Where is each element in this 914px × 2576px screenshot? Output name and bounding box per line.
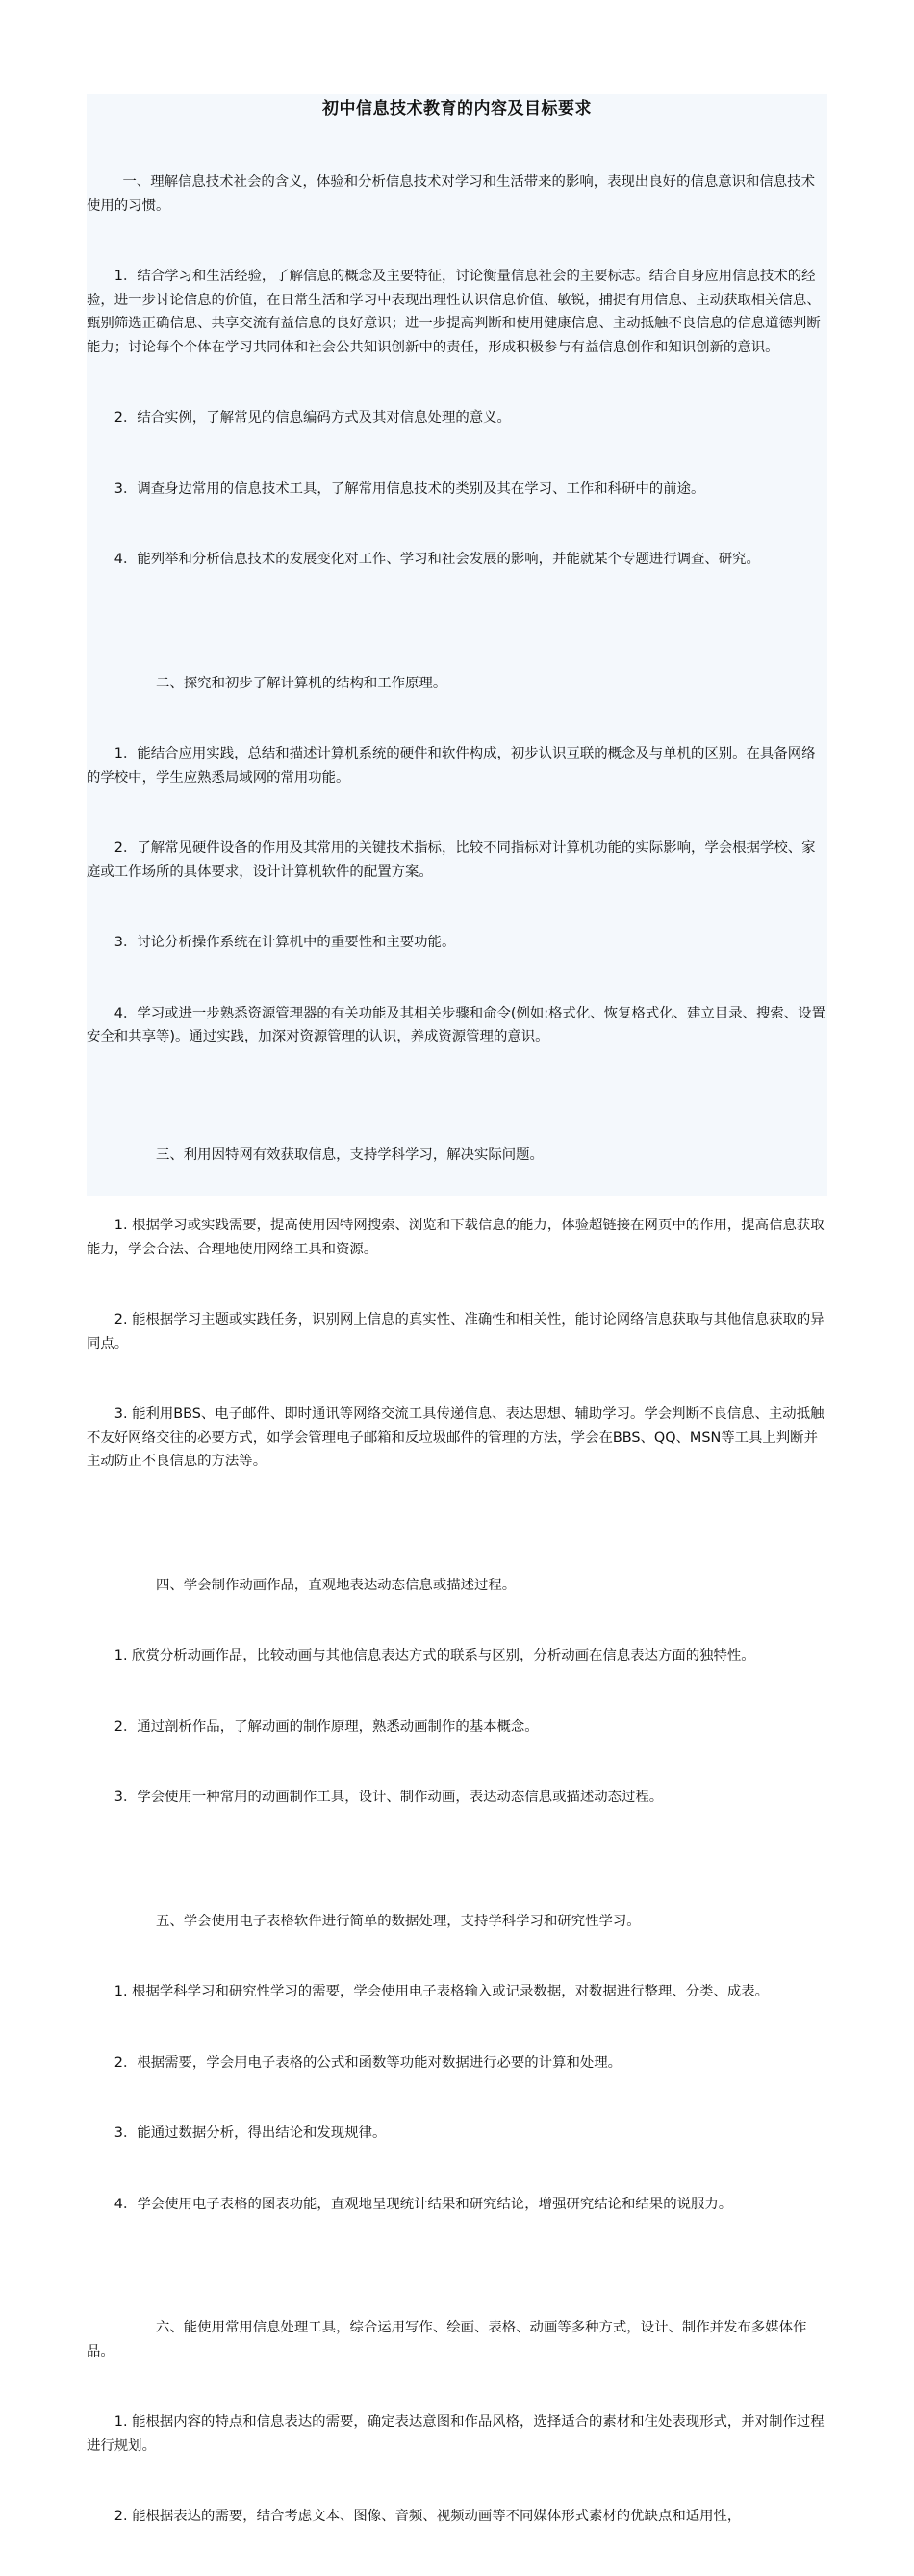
paragraph: 2．了解常见硬件设备的作用及其常用的关键技术指标，比较不同指标对计算机功能的实际影响，学会根据学校、家庭或工作场所的具体要求，设计计算机软件的配置方案。: [87, 840, 816, 880]
paragraph: 1．能结合应用实践，总结和描述计算机系统的硬件和软件构成，初步认识互联的概念及与单机的区别。在具备网络的学校中，学生应熟悉局域网的常用功能。: [87, 746, 816, 786]
section-heading: 一、理解信息技术社会的含义，体验和分析信息技术对学习和生活带来的影响，表现出良好的信息意识和信息技术使用的习惯。: [87, 174, 815, 214]
paragraph: 3．学会使用一种常用的动画制作工具，设计、制作动画，表达动态信息或描述动态过程。: [114, 1790, 664, 1805]
section-3: [87, 1096, 827, 1521]
section-heading: 四、学会制作动画作品，直观地表达动态信息或描述过程。: [156, 1577, 517, 1593]
section-6: [87, 2269, 827, 2576]
section-5: [87, 1863, 827, 2264]
paragraph: 4．学习或进一步熟悉资源管理器的有关功能及其相关步骤和命令(例如:格式化、恢复格式化、建立目录、搜索、设置安全和共享等)。通过实践，加深对资源管理的认识，养成资源管理的意识。: [87, 1005, 825, 1044]
paragraph: 2. 能根据学习主题或实践任务，识别网上信息的真实性、准确性和相关性，能讨论网络信息获取与其他信息获取的异同点。: [87, 1312, 825, 1352]
paragraph: 1. 根据学科学习和研究性学习的需要，学会使用电子表格输入或记录数据，对数据进行整理、分类、成表。: [114, 1984, 770, 1999]
paragraph: 2．根据需要，学会用电子表格的公式和函数等功能对数据进行必要的计算和处理。: [114, 2054, 622, 2071]
paragraph: 4．学会使用电子表格的图表功能，直观地呈现统计结果和研究结论，增强研究结论和结果的说服力。: [114, 2196, 733, 2212]
paragraph: 2．结合实例，了解常见的信息编码方式及其对信息处理的意义。: [114, 410, 511, 425]
section-heading: 六、能使用常用信息处理工具，综合运用写作、绘画、表格、动画等多种方式，设计、制作并发布多媒体作品。: [87, 2320, 807, 2359]
paragraph: 1. 欣赏分析动画作品，比较动画与其他信息表达方式的联系与区别，分析动画在信息表达方面的独特性。: [114, 1648, 755, 1663]
paragraph: 4．能列举和分析信息技术的发展变化对工作、学习和社会发展的影响，并能就某个专题进行调查、研究。: [114, 552, 760, 567]
paragraph: 1. 根据学习或实践需要，提高使用因特网搜索、浏览和下载信息的能力，体验超链接在网页中的作用，提高信息获取能力，学会合法、合理地使用网络工具和资源。: [87, 1218, 825, 1257]
section-heading: 二、探究和初步了解计算机的结构和工作原理。: [156, 675, 447, 691]
section-2: [87, 625, 827, 1096]
paragraph: 3．能通过数据分析，得出结论和发现规律。: [114, 2125, 387, 2141]
paragraph: 1. 能根据内容的特点和信息表达的需要，确定表达意图和作品风格，选择适合的素材和住处表现形式，并对制作过程进行规划。: [87, 2414, 825, 2454]
section-heading: 五、学会使用电子表格软件进行简单的数据处理，支持学科学习和研究性学习。: [156, 1913, 641, 1929]
section-1: [87, 123, 827, 619]
paragraph: 2. 能根据表达的需要，结合考虑文本、图像、音频、视频动画等不同媒体形式素材的优缺点和适用性，: [114, 2509, 742, 2524]
paragraph: 3．调查身边常用的信息技术工具，了解常用信息技术的类别及其在学习、工作和科研中的前途。: [114, 480, 705, 497]
paragraph: 1．结合学习和生活经验，了解信息的概念及主要特征，讨论衡量信息社会的主要标志。结合自身应用信息技术的经验，进一步讨论信息的价值，在日常生活和学习中表现出理性认识信息价值、敏锐，捕捉有用信息、主动获取相关信息、甄别筛选正确信息、共享交流有益信息的良好意识；进一步提高判断和使用健康信息、主动抵触不良信息的信息道德判断能力；讨论每个个体在学习共同体和社会公共知识创新中的责任，形成积极参与有益信息创作和知识创新的意识。: [87, 269, 821, 355]
paragraph: 3．讨论分析操作系统在计算机中的重要性和主要功能。: [114, 935, 456, 950]
document-page: [87, 94, 827, 2524]
paragraph: 2．通过剖析作品，了解动画的制作原理，熟悉动画制作的基本概念。: [114, 1718, 539, 1735]
section-4: [87, 1527, 827, 1857]
paragraph: 3. 能利用BBS、电子邮件、即时通讯等网络交流工具传递信息、表达思想、辅助学习。学会判断不良信息、主动抵触不友好网络交往的必要方式，如学会管理电子邮箱和反垃圾邮件的管理的方法，学会在BBS、QQ、MSN等工具上判断并主动防止不良信息的方法等。: [87, 1406, 825, 1469]
document-title: 初中信息技术教育的内容及目标要求: [322, 99, 592, 118]
section-heading: 三、利用因特网有效获取信息，支持学科学习，解决实际问题。: [156, 1146, 544, 1163]
